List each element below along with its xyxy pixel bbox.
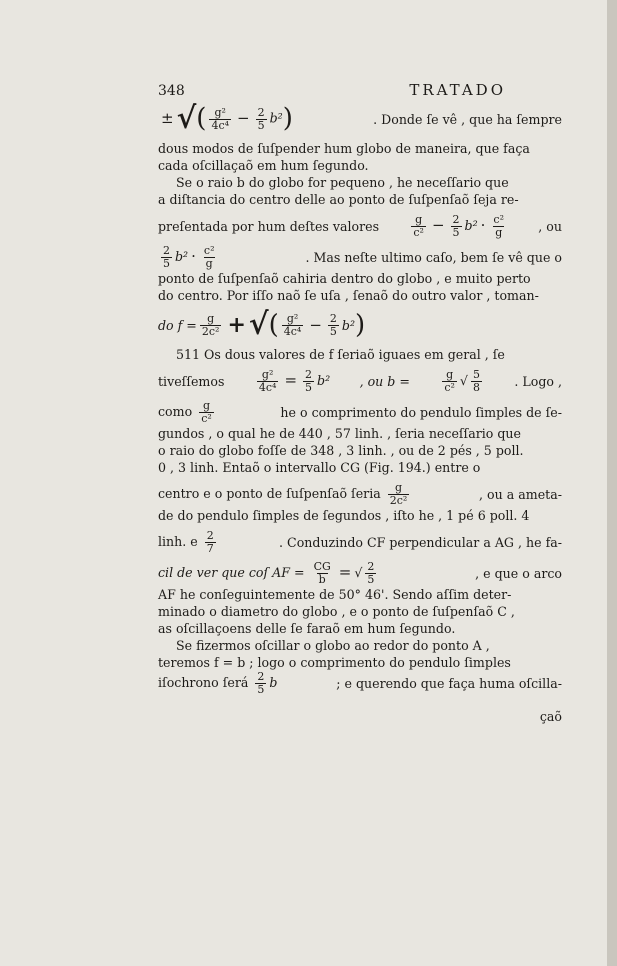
fraction-2-5: $\frac{2}{5}$ [452,213,460,239]
fraction-CG-b: $\frac{CG}{b}$ [313,560,331,586]
text-line: o raio do globo foſſe de 348 , 3 linh. , ou de 2 pés , 5 poll. [158,443,524,458]
formula-line-19: linh. e $\frac{2}{7}$ . Conduzindo CF perpendicular a AG , he fa- [158,529,562,555]
text-line: 0 , 3 linh. Entaõ o intervallo CG (Fig. 194.) entre o [158,460,481,475]
fraction-2-5: $\frac{2}{5}$ [257,670,265,696]
fraction-2-5: $\frac{2}{5}$ [163,244,170,270]
fraction-5-8: $\frac{5}{8}$ [472,368,480,394]
text-line: a diſtancia do centro delle ao ponto de ſuſpenſaõ ſeja re- [158,192,519,207]
running-head: TRATADO [409,81,506,99]
formula-line-17: centro e o ponto de ſuſpenſaõ ſeria $\frac{g}{\text{2c²}}$ , ou a ameta- [158,481,562,507]
fraction-c2-g: $\frac{\text{c²}}{g}$ [203,244,215,270]
fraction-g-2c2: $\frac{g}{\text{2c²}}$ [201,311,220,338]
text-line: do centro. Por iſſo naõ ſe uſa , ſenaõ do outro valor , toman- [158,288,539,303]
fraction-c2-g: $\frac{\text{c²}}{g}$ [493,213,504,239]
catchword: çaõ [539,709,562,724]
fraction-2-5: $\frac{2}{5}$ [257,105,265,132]
fraction-2-5: $\frac{2}{5}$ [305,368,313,394]
fraction-g2-4c4: $\frac{\text{g²}}{\text{4c⁴}}$ [258,368,277,394]
fraction-g-c2: $\frac{g}{\text{c²}}$ [413,213,424,239]
fraction-g-c2: $\frac{g}{\text{c²}}$ [201,399,212,425]
paragraph-511: 511 Os dous valores de f ſeriaõ iguaes em geral , ſe [176,347,505,362]
text-line: cada oſcillaçaõ em hum ſegundo. [158,158,369,173]
text-line: Se o raio b do globo for pequeno , he neceſſario que [176,175,509,190]
text-line: Se fizermos oſcillar o globo ao redor do ponto A , [176,638,490,653]
text-line: teremos f = b ; logo o comprimento do pendulo ſimples [158,655,511,670]
fraction-2-7: $\frac{2}{7}$ [206,529,214,555]
fraction-g-c2: $\frac{g}{\text{c²}}$ [444,368,455,394]
fraction-2-5: $\frac{2}{5}$ [367,560,375,586]
text-line: dous modos de ſuſpender hum globo de maneira, que faça [158,141,530,156]
formula-line-1: ± √( $\frac{\text{g²}}{\text{4c⁴}}$ − $\frac{2}{5}$ b²) . Donde ſe vê , que ha ſempre [161,101,562,136]
text-line: AF he conſeguintemente de 50° 46'. Sendo aſſim deter- [158,587,512,602]
page-edge [607,0,617,966]
formula-line-20: cil de ver que coſ AF = $\frac{CG}{b}$ = √ $\frac{2}{5}$ , e que o arco [158,560,562,586]
text-line: . Donde ſe vê , que ha ſempre [373,111,562,127]
fraction-g-2c2: $\frac{g}{\text{2c²}}$ [389,481,408,507]
page-header [158,82,562,100]
formula-line-7: $\frac{2}{5}$ b² · $\frac{\text{c²}}{g}$ . Mas neſte ultimo caſo, bem ſe vê que o [163,244,562,270]
radical-sign: √ [248,307,269,342]
plus-minus-sign: ± [161,108,174,127]
text-line: gundos , o qual he de 440 , 57 linh. , ſeria neceſſario que [158,426,521,441]
formula-line-12: tiveſſemos $\frac{\text{g²}}{\text{4c⁴}}$ = $\frac{2}{5}$ b² , ou b = $\frac{g}{\text{c²}}$ √ $\frac{5}{8}$ . Logo , [158,368,562,394]
formula-line-10: do f = $\frac{g}{\text{2c²}}$ + √ ( $\frac{\text{g²}}{\text{4c⁴}}$ − $\frac{2}{5}$ b² ) [158,307,366,342]
text-line: minado o diametro do globo , e o ponto de ſuſpenſaõ C , [158,604,515,619]
formula-line-13: como $\frac{g}{\text{c²}}$ he o comprimento do pendulo ſimples de ſe- [158,399,562,425]
formula-line-26: iſochrono ſerá $\frac{2}{5}$ b ; e querendo que faça huma oſcilla- [158,670,562,696]
text-line: as oſcillaçoens delle ſe faraõ em hum ſegundo. [158,621,456,636]
text-line: ponto de ſuſpenſaõ cahiria dentro do globo , e muito perto [158,271,531,286]
page-number: 348 [158,83,185,99]
fraction-g2-4c4: $\frac{\text{g²}}{\text{4c⁴}}$ [211,105,230,132]
formula-line-6: preſentada por hum deſtes valores $\frac{g}{\text{c²}}$ − $\frac{2}{5}$ b² · $\frac{\text{c²}}{g}$ , ou [158,213,562,239]
text-line: de do pendulo ſimples de ſegundos , iſto he , 1 pé 6 poll. 4 [158,508,530,523]
fraction-g2-4c4: $\frac{\text{g²}}{\text{4c⁴}}$ [283,311,302,338]
fraction-2-5: $\frac{2}{5}$ [329,311,337,338]
page-content [158,82,562,725]
radical-sign: √ [176,101,197,136]
